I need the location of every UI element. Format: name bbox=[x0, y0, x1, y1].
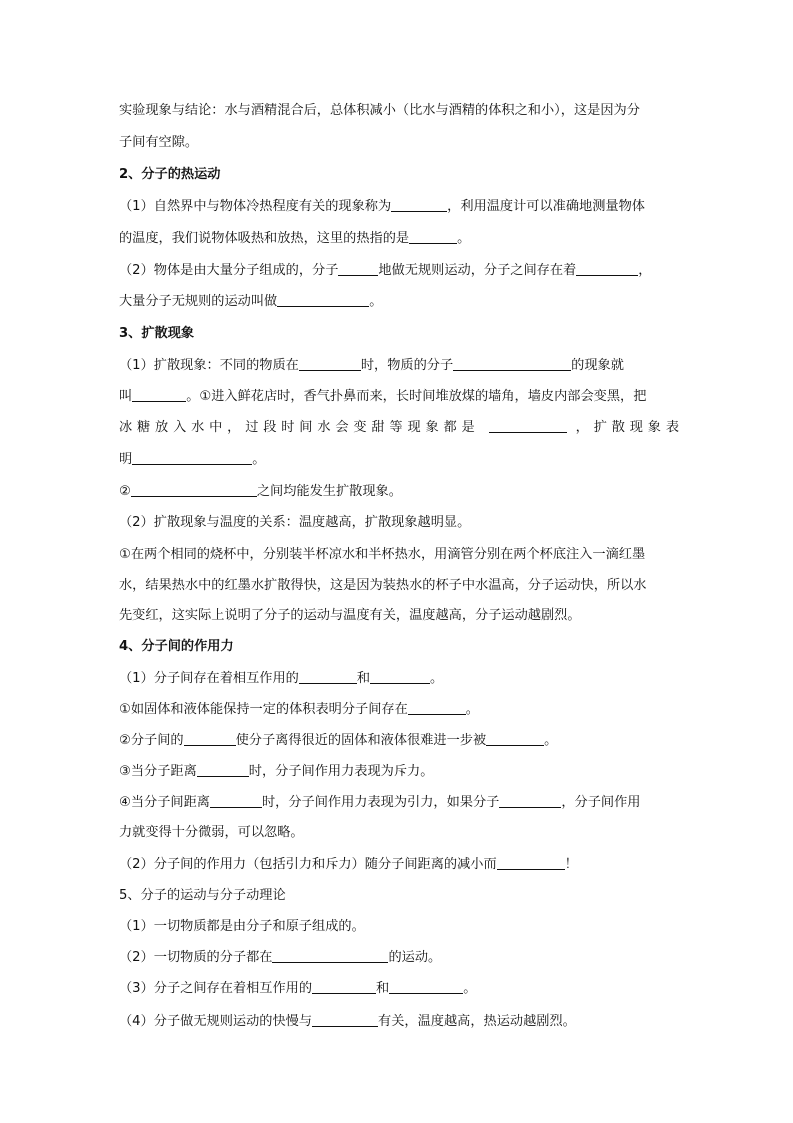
text: ①如固体和液体能保持一定的体积表明分子间存在 bbox=[119, 702, 408, 717]
fill-blank[interactable] bbox=[453, 356, 571, 371]
fill-blank[interactable] bbox=[132, 387, 186, 402]
text: （4）分子做无规则运动的快慢与 bbox=[119, 1014, 313, 1029]
text: 和 bbox=[376, 981, 390, 996]
fill-blank[interactable] bbox=[486, 731, 544, 746]
text: 和 bbox=[356, 671, 371, 686]
text: 实验现象与结论：水与酒精混合后，总体积减小（比水与酒精的体积之和小），这是因为分 bbox=[119, 103, 640, 118]
text: 时，分子间作用力表现为引力，如果分子 bbox=[261, 795, 500, 810]
fill-blank[interactable] bbox=[272, 948, 388, 963]
fill-blank[interactable] bbox=[389, 979, 463, 994]
text: 。 bbox=[544, 733, 558, 748]
heading-text: 2、分子的热运动 bbox=[119, 167, 221, 182]
text: ③当分子距离 bbox=[119, 764, 197, 779]
text: （1）扩散现象：不同的物质在 bbox=[119, 358, 299, 373]
text-line bbox=[119, 229, 679, 249]
text: 有关，温度越高，热运动越剧烈。 bbox=[378, 1014, 576, 1029]
fill-blank[interactable] bbox=[408, 700, 466, 715]
text: ①在两个相同的烧杯中，分别装半杯凉水和半杯热水，用滴管分别在两个杯底注入一滴红墨 bbox=[119, 547, 646, 562]
text-line bbox=[119, 762, 679, 782]
text-line bbox=[119, 855, 679, 875]
text: （2）扩散现象与温度的关系：温度越高，扩散现象越明显。 bbox=[119, 515, 471, 530]
text: 时，分子间作用力表现为斥力。 bbox=[248, 764, 434, 779]
text: （1）一切物质都是由分子和原子组成的。 bbox=[119, 919, 365, 934]
text: 时，物质的分子 bbox=[360, 358, 454, 373]
fill-blank[interactable] bbox=[499, 793, 561, 808]
fill-blank[interactable] bbox=[489, 418, 567, 433]
text: 。 bbox=[430, 671, 444, 686]
fill-blank[interactable] bbox=[184, 731, 236, 746]
fill-blank[interactable] bbox=[370, 669, 430, 684]
fill-blank[interactable] bbox=[132, 450, 252, 465]
text: ，扩散现象表 bbox=[575, 420, 680, 435]
text: 的现象就 bbox=[571, 358, 624, 373]
text: （1）自然界中与物体冷热程度有关的现象称为 bbox=[119, 199, 392, 214]
text: 先变红，这实际上说明了分子的运动与温度有关，温度越高，分子运动越剧烈。 bbox=[119, 608, 581, 623]
text: 之间均能发生扩散现象。 bbox=[256, 484, 402, 499]
text: 明 bbox=[119, 452, 133, 467]
text-line bbox=[119, 133, 679, 153]
text: ②分子间的 bbox=[119, 733, 184, 748]
text-line bbox=[119, 545, 679, 565]
text: 力就变得十分微弱，可以忽略。 bbox=[119, 825, 304, 840]
heading-text: 4、分子间的作用力 bbox=[119, 639, 234, 654]
text-line bbox=[119, 823, 679, 843]
text: 水，结果热水中的红墨水扩散得快，这是因为装热水的杯子中水温高，分子运动快，所以水 bbox=[119, 578, 647, 593]
text-line bbox=[119, 513, 679, 533]
text: 。 bbox=[463, 981, 477, 996]
fill-blank[interactable] bbox=[131, 482, 257, 497]
text-line bbox=[119, 917, 679, 937]
text-line bbox=[119, 979, 679, 999]
text-line bbox=[119, 700, 679, 720]
text: （1）分子间存在着相互作用的 bbox=[119, 671, 299, 686]
fill-blank[interactable] bbox=[299, 356, 361, 371]
fill-blank[interactable] bbox=[277, 292, 369, 307]
text-line bbox=[119, 576, 679, 596]
text: 使分子离得很近的固体和液体很难进一步被 bbox=[235, 733, 487, 748]
text-line bbox=[119, 669, 679, 689]
text-line bbox=[119, 356, 679, 376]
text-line bbox=[119, 292, 679, 312]
text: （2）物体是由大量分子组成的，分子 bbox=[119, 263, 339, 278]
text: （2）分子间的作用力（包括引力和斥力）随分子间距离的减小而 bbox=[119, 857, 497, 872]
text: ，分子间作用 bbox=[561, 795, 641, 810]
fill-blank[interactable] bbox=[497, 855, 565, 870]
text-line bbox=[119, 1012, 679, 1032]
fill-blank[interactable] bbox=[409, 229, 457, 244]
text: （3）分子之间存在着相互作用的 bbox=[119, 981, 313, 996]
text-line bbox=[119, 261, 679, 281]
text-line bbox=[119, 101, 679, 121]
text-line bbox=[119, 197, 679, 217]
section-heading bbox=[119, 324, 679, 344]
text: 。①进入鲜花店时，香气扑鼻而来，长时间堆放煤的墙角，墙皮内部会变黑，把 bbox=[186, 389, 647, 404]
text-line bbox=[119, 482, 679, 502]
text: 叫 bbox=[119, 389, 133, 404]
text-line bbox=[119, 948, 679, 968]
text: ！ bbox=[564, 857, 578, 872]
heading-text: 5、分子的运动与分子动理论 bbox=[119, 888, 286, 903]
text: 地做无规则运动，分子之间存在着 bbox=[378, 263, 577, 278]
text-line bbox=[119, 606, 679, 626]
text: 冰糖放入水中，过段时间水会变甜等现象都是 bbox=[119, 420, 480, 435]
text-line bbox=[119, 450, 679, 470]
section-heading bbox=[119, 165, 679, 185]
text: 。 bbox=[465, 702, 479, 717]
fill-blank[interactable] bbox=[576, 261, 638, 276]
fill-blank[interactable] bbox=[391, 197, 447, 212]
section-heading bbox=[119, 886, 679, 906]
text: 。 bbox=[457, 231, 471, 246]
fill-blank[interactable] bbox=[210, 793, 262, 808]
text: 的温度，我们说物体吸热和放热，这里的热指的是 bbox=[119, 231, 410, 246]
fill-blank[interactable] bbox=[312, 1012, 378, 1027]
text: ② bbox=[119, 484, 131, 499]
text: ， bbox=[638, 263, 652, 278]
text: ，利用温度计可以准确地测量物体 bbox=[447, 199, 645, 214]
text: （2）一切物质的分子都在 bbox=[119, 950, 273, 965]
heading-text: 3、扩散现象 bbox=[119, 326, 195, 341]
fill-blank[interactable] bbox=[299, 669, 357, 684]
text: 大量分子无规则的运动叫做 bbox=[119, 294, 278, 309]
text: 子间有空隙。 bbox=[119, 135, 199, 150]
text: ④当分子间距离 bbox=[119, 795, 210, 810]
text: 的运动。 bbox=[388, 950, 442, 965]
section-heading bbox=[119, 637, 679, 657]
text-line bbox=[119, 793, 679, 813]
fill-blank[interactable] bbox=[197, 762, 249, 777]
fill-blank[interactable] bbox=[312, 979, 376, 994]
fill-blank[interactable] bbox=[338, 261, 378, 276]
text: 。 bbox=[252, 452, 266, 467]
text: 。 bbox=[369, 294, 383, 309]
text-line bbox=[119, 418, 679, 438]
text-line bbox=[119, 387, 679, 407]
text-line bbox=[119, 731, 679, 751]
